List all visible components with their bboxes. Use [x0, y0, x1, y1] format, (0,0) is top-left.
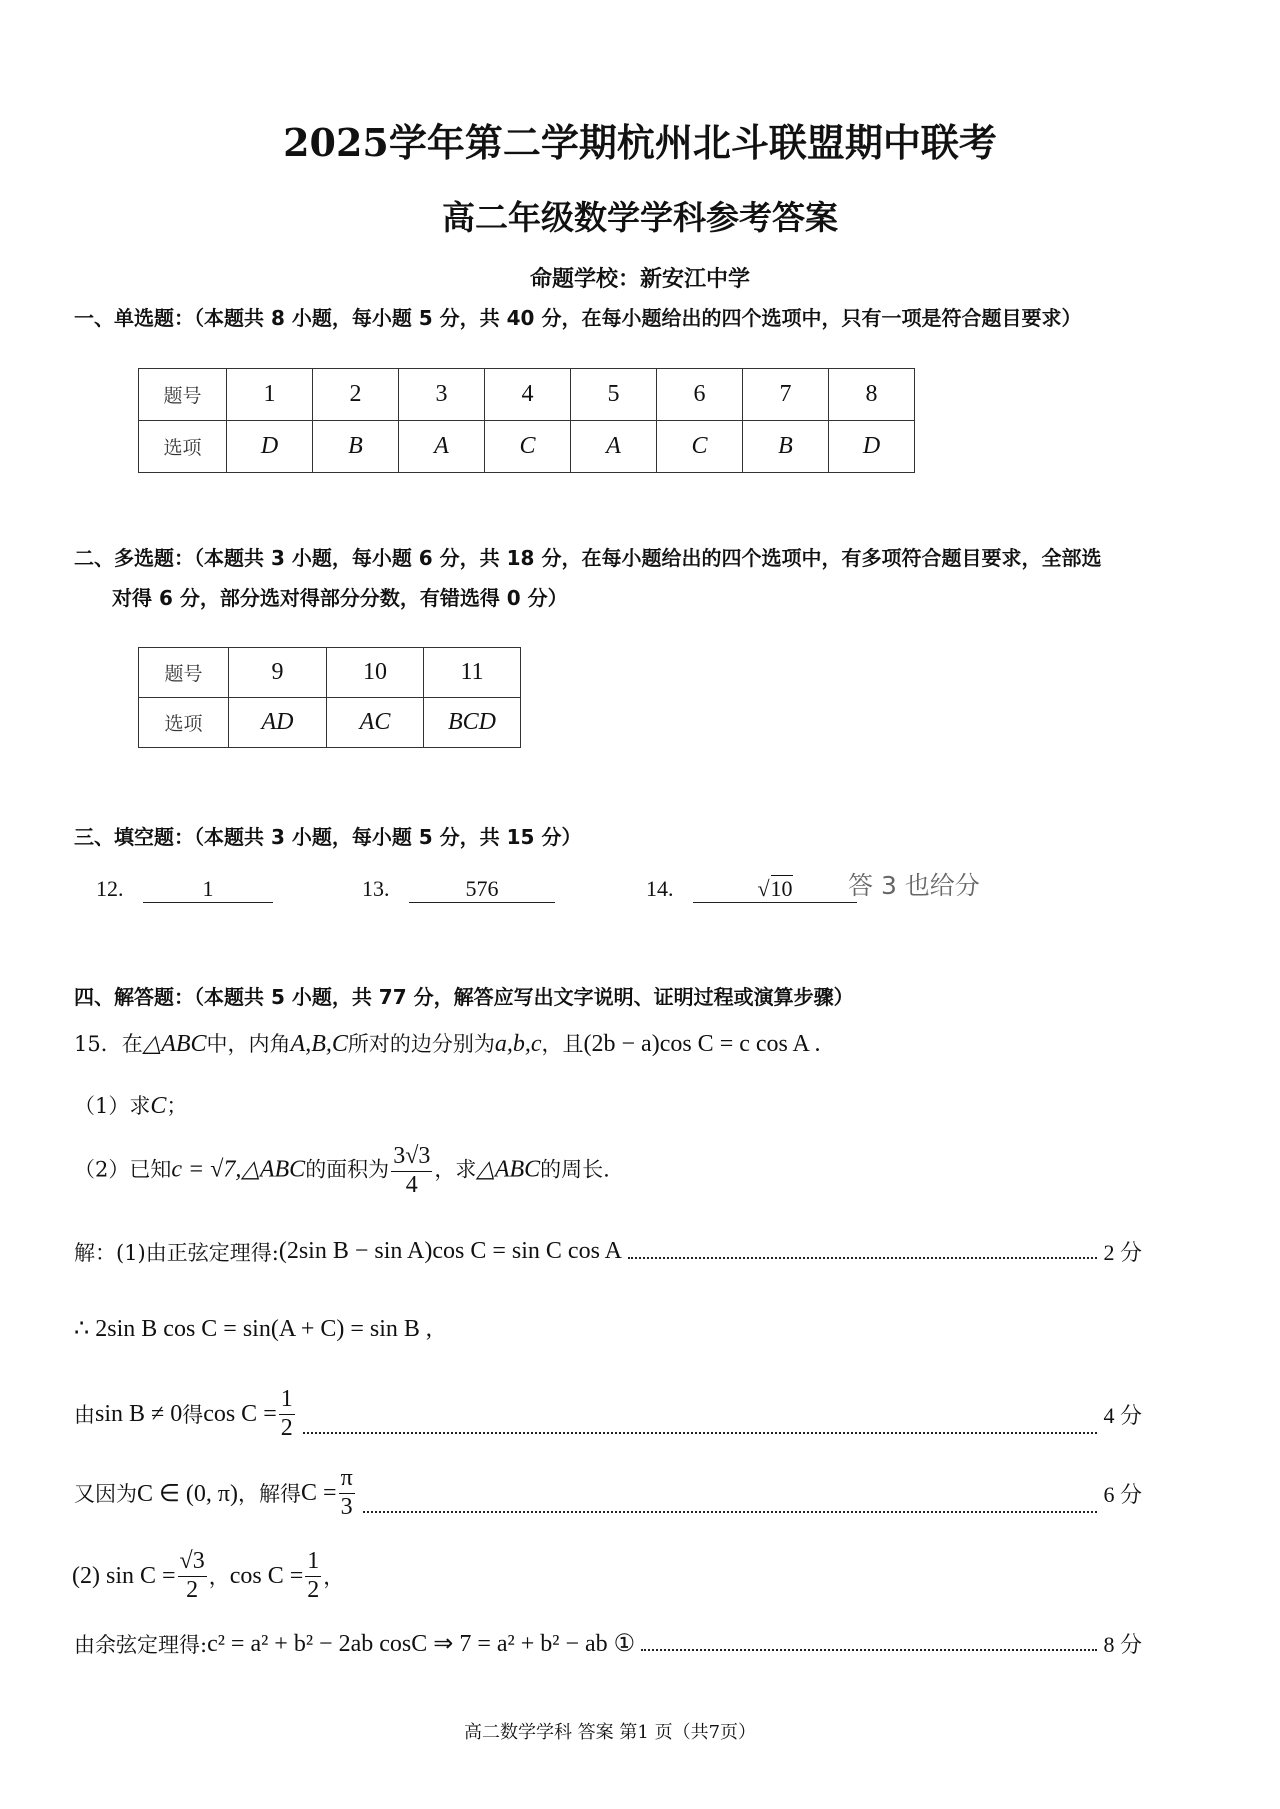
math: a,b,c [494, 1031, 542, 1057]
math: c = √7,△ABC [171, 1156, 306, 1183]
question-number: 3 [399, 369, 485, 421]
answer-cell: AD [229, 698, 327, 748]
answer-blank: 576 [409, 876, 555, 903]
single-choice-table [138, 368, 915, 473]
fraction [305, 1548, 321, 1604]
dot-leader [628, 1257, 1098, 1259]
dot-leader [363, 1511, 1098, 1513]
text: ，且 [541, 1032, 584, 1056]
text: 所对的边分别为 [347, 1032, 495, 1056]
solution-line-4 [74, 1465, 1142, 1521]
denominator: 2 [280, 1414, 293, 1441]
answer-cell: BCD [424, 698, 521, 748]
item-number: 14. [646, 876, 674, 901]
text: ，求 [434, 1157, 477, 1182]
section2-heading-line1: 二、多选题：（本题共 3 小题，每小题 6 分，共 18 分，在每小题给出的四个选项中，有多项符合题目要求，全部选 [74, 546, 1102, 570]
solution-line-6 [74, 1628, 1142, 1659]
numerator: 1 [279, 1386, 295, 1415]
row-label: 题号 [139, 369, 227, 421]
answer-cell: D [829, 421, 915, 473]
fraction [391, 1143, 432, 1199]
numerator: π [339, 1465, 355, 1494]
math: A,B,C [290, 1031, 348, 1057]
row-label: 选项 [139, 698, 229, 748]
math: C ∈ (0, π) [137, 1480, 239, 1507]
math: (2sin B − sin A)cos C = sin C cos A [278, 1238, 622, 1264]
text: 由余弦定理得: [74, 1632, 208, 1657]
answer-cell: A [571, 421, 657, 473]
math: (2b − a)cos C = c cos A . [583, 1031, 821, 1057]
question-number: 4 [485, 369, 571, 421]
question-15-part2 [74, 1143, 610, 1199]
math: △ABC [142, 1031, 207, 1057]
math: c² = a² + b² − 2ab cosC ⇒ 7 = a² + b² − ab ① [207, 1631, 636, 1657]
fraction [339, 1465, 355, 1521]
question-15-part1 [74, 1090, 187, 1120]
text: （2）已知 [74, 1157, 172, 1182]
text: ， [323, 1565, 345, 1590]
question-number: 2 [313, 369, 399, 421]
text: 中，内角 [206, 1032, 291, 1056]
score: 8 分 [1103, 1632, 1142, 1657]
fill-item-14 [646, 876, 857, 903]
solution-line-2: ∴ 2sin B cos C = sin(A + C) = sin B , [74, 1316, 432, 1342]
score: 6 分 [1103, 1481, 1142, 1507]
answer-cell: AC [327, 698, 424, 748]
page-footer: 高二数学学科 答案 第1 页（共7页） [463, 1722, 757, 1743]
multi-choice-table [138, 647, 521, 748]
question-number: 11 [424, 648, 521, 698]
question-number: 1 [227, 369, 313, 421]
section4-heading: 四、解答题：（本题共 5 小题，共 77 分，解答应写出文字说明、证明过程或演算步骤） [74, 985, 854, 1009]
item-number: 13. [362, 876, 390, 901]
denominator: 2 [307, 1576, 320, 1603]
text: 15．在 [74, 1032, 143, 1056]
question-number: 7 [743, 369, 829, 421]
denominator: 2 [186, 1576, 199, 1603]
answer-cell: D [227, 421, 313, 473]
text: 由 [74, 1403, 95, 1428]
answer-key-subtitle: 高二年级数学学科参考答案 [442, 198, 838, 237]
row-label: 选项 [139, 421, 227, 473]
text: （1）求 [74, 1094, 151, 1118]
school-name: 命题学校：新安江中学 [529, 266, 750, 292]
fraction [279, 1386, 295, 1442]
fill-item-13 [362, 876, 555, 903]
fill-item-12 [96, 876, 273, 903]
dot-leader [303, 1432, 1098, 1434]
math: C [150, 1093, 167, 1119]
text: ，解得 [238, 1482, 302, 1507]
answer-cell: B [313, 421, 399, 473]
answer-blank: 1 [143, 876, 273, 903]
sqrt-radicand: 10 [770, 876, 793, 901]
exam-title: 2025学年第二学期杭州北斗联盟期中联考 [283, 120, 997, 165]
numerator: 1 [305, 1548, 321, 1577]
dot-leader [641, 1649, 1097, 1651]
score: 4 分 [1103, 1402, 1142, 1428]
answer-cell: C [657, 421, 743, 473]
text: 的周长. [540, 1157, 610, 1182]
numerator: √3 [178, 1548, 207, 1577]
text: 又因为 [74, 1482, 137, 1507]
grading-note: 答 3 也给分 [848, 871, 980, 900]
denominator: 3 [340, 1493, 353, 1520]
answer-blank: √10 [693, 876, 857, 903]
score: 2 分 [1103, 1240, 1142, 1265]
answer-cell: A [399, 421, 485, 473]
text: ， [208, 1565, 230, 1590]
math: cos C = [203, 1400, 277, 1427]
math: sin B ≠ 0 [95, 1400, 183, 1427]
section2-heading-line2: 对得 6 分，部分选对得部分分数，有错选得 0 分） [112, 586, 568, 610]
text: 解：(1)由正弦定理得: [74, 1240, 279, 1265]
solution-line-1 [74, 1236, 1142, 1267]
row-label: 题号 [139, 648, 229, 698]
numerator: 3√3 [391, 1143, 432, 1172]
math: cos C = [229, 1562, 304, 1589]
question-15-stem [74, 1028, 821, 1058]
question-number: 8 [829, 369, 915, 421]
text: ； [166, 1094, 188, 1118]
section1-heading: 一、单选题：（本题共 8 小题，每小题 5 分，共 40 分，在每小题给出的四个选项中，只有一项是符合题目要求） [74, 306, 1082, 330]
math: C = [301, 1479, 337, 1506]
answer-cell: C [485, 421, 571, 473]
math: (2) sin C = [72, 1562, 176, 1589]
question-number: 10 [327, 648, 424, 698]
section3-heading: 三、填空题：（本题共 3 小题，每小题 5 分，共 15 分） [74, 825, 582, 849]
question-number: 5 [571, 369, 657, 421]
answer-cell: B [743, 421, 829, 473]
text: 的面积为 [305, 1157, 390, 1182]
question-number: 6 [657, 369, 743, 421]
solution-line-3 [74, 1386, 1142, 1442]
question-number: 9 [229, 648, 327, 698]
math: △ABC [476, 1156, 541, 1183]
text: 得 [182, 1403, 204, 1428]
item-number: 12. [96, 876, 124, 901]
denominator: 4 [405, 1171, 418, 1198]
fraction [178, 1548, 207, 1604]
solution-line-5 [72, 1548, 344, 1604]
